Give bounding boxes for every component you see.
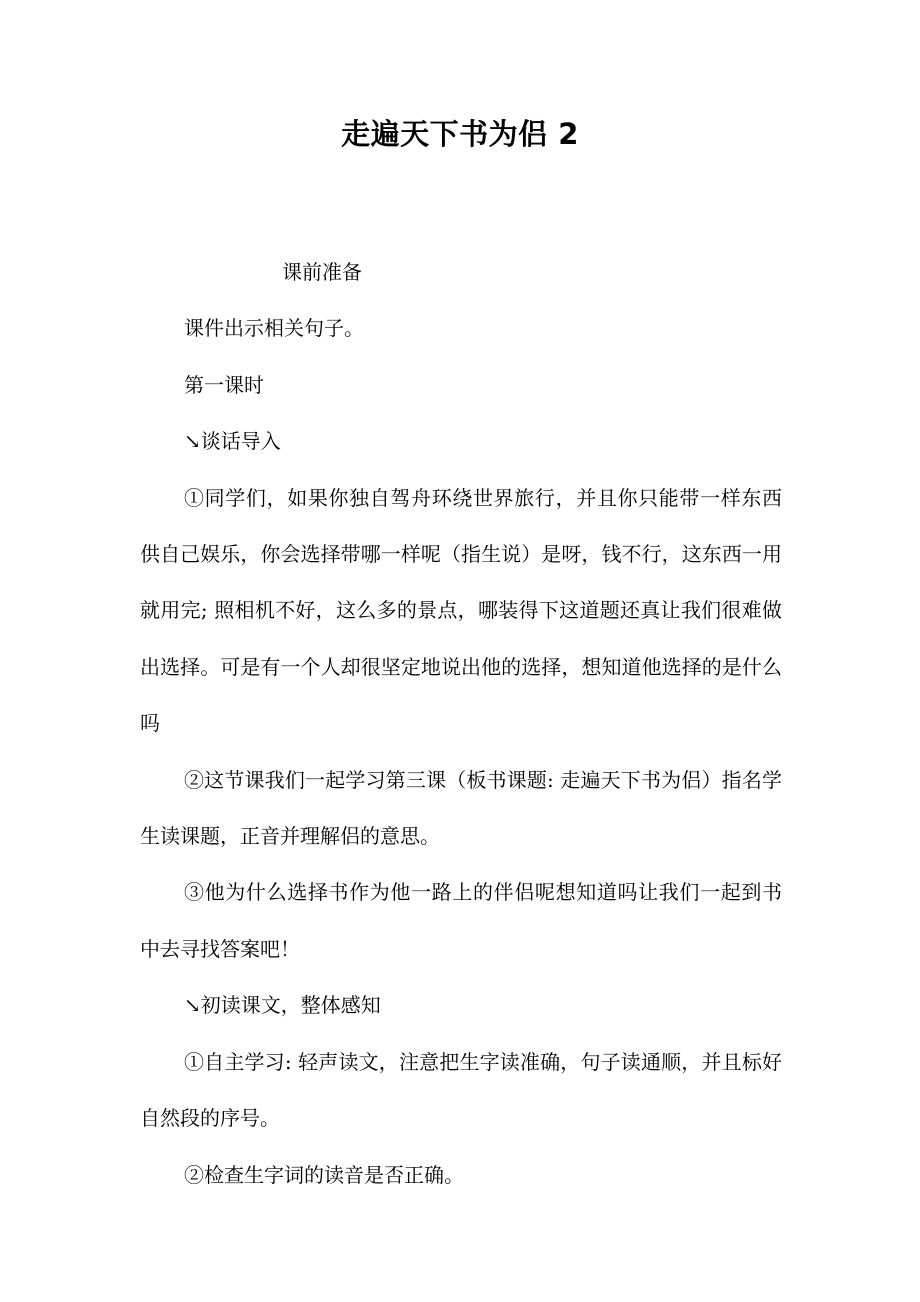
document-body <box>140 244 782 1203</box>
paragraph-intro-2: ②这节课我们一起学习第三课（板书课题: 走遍天下书为侣）指名学生读课题，正音并理解侣的意思。 <box>140 767 782 849</box>
paragraph-intro-3: ③他为什么选择书作为他一路上的伴侣呢想知道吗让我们一起到书中去寻找答案吧！ <box>140 880 782 961</box>
paragraph-reading-2: ②检查生字词的读音是否正确。 <box>184 1162 464 1187</box>
paragraph-section-reading: ↘初读课文，整体感知 <box>184 993 381 1018</box>
paragraph-section-intro: ↘谈话导入 <box>184 429 281 454</box>
paragraph-courseware: 课件出示相关句子。 <box>184 316 364 341</box>
paragraph-prep-heading: 课前准备 <box>282 260 362 284</box>
document-title: 走遍天下书为侣 2 <box>341 117 579 151</box>
paragraph-intro-1: ①同学们，如果你独自驾舟环绕世界旅行，并且你只能带一样东西供自己娱乐，你会选择带哪一样呢（指生说）是呀，钱不行，这东西一用就用完; 照相机不好，这么多的景点，哪装得下这道题还真让我们很难做出选择。可是有一个人却很坚定地说出他的选择，想知道他选择的是什么吗 <box>140 485 782 736</box>
paragraph-reading-1: ①自主学习: 轻声读文，注意把生字读准确，句子读通顺，并且标好自然段的序号。 <box>140 1049 782 1131</box>
paragraph-first-lesson: 第一课时 <box>184 372 264 397</box>
